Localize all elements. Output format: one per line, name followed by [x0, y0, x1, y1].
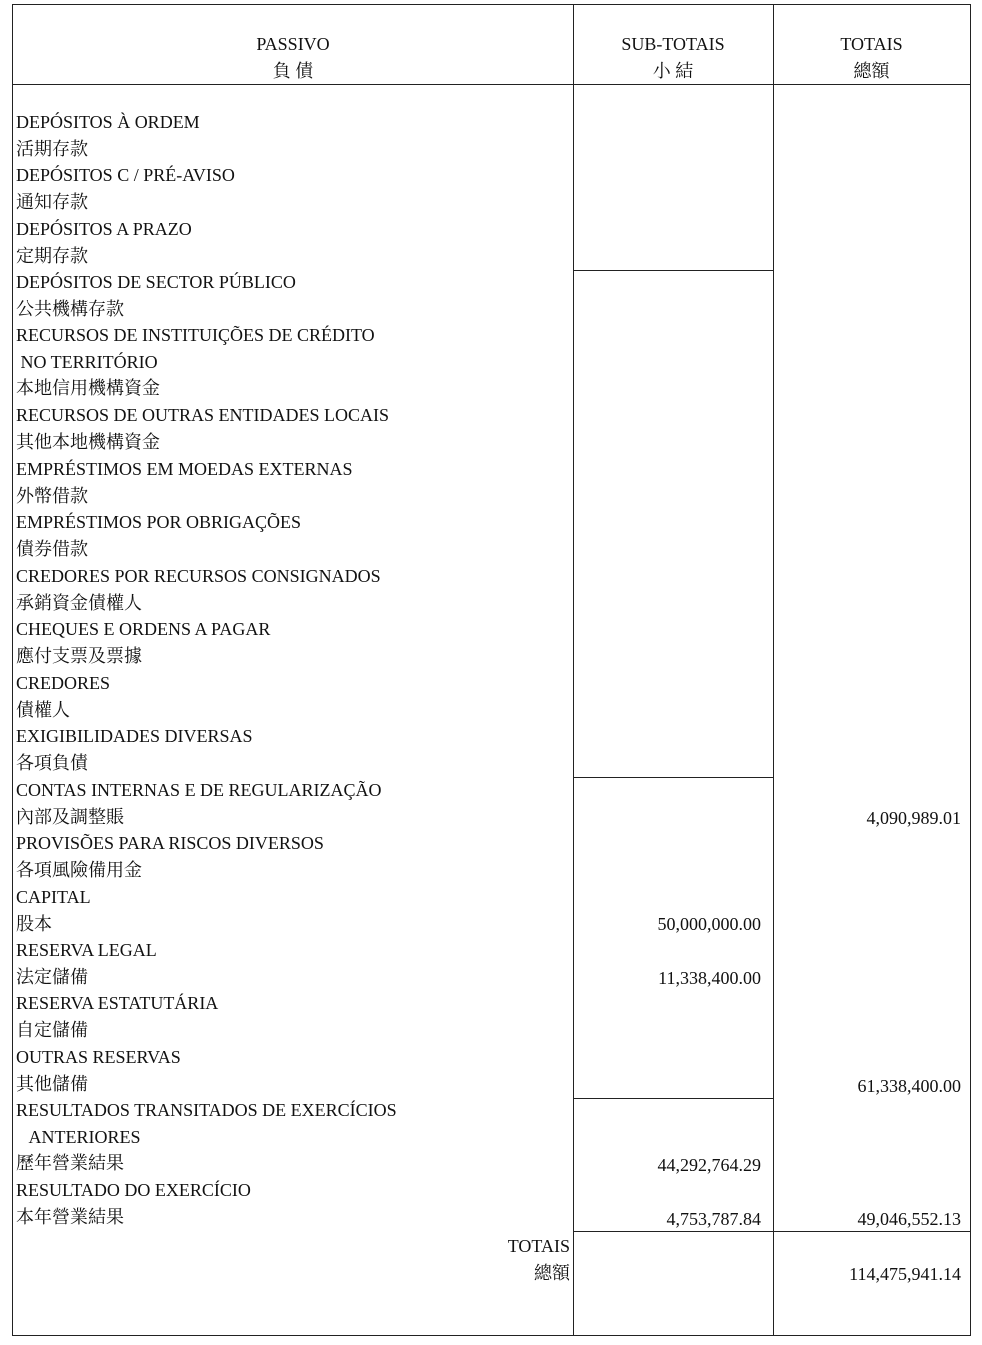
item-label-zh: 其他本地機構資金: [16, 431, 160, 452]
totals-label: [508, 1233, 570, 1286]
reserva-legal-value: 11,338,400.00: [658, 968, 761, 988]
header-totais-zh: 總額: [853, 61, 890, 81]
item-label-zh: 其他儲備: [16, 1073, 88, 1094]
item-label-zh: 公共機構存款: [16, 298, 124, 319]
line-item-credores-recursos-consignados: [16, 563, 381, 616]
item-label-zh: 承銷資金債權人: [16, 592, 142, 613]
total-group-3-value: 49,046,552.13: [857, 1209, 961, 1229]
line-item-credores: [16, 670, 110, 723]
item-label-pt: RECURSOS DE OUTRAS ENTIDADES LOCAIS: [16, 405, 390, 425]
item-label-zh: 各項負債: [16, 752, 88, 773]
item-label-pt: EMPRÉSTIMOS EM MOEDAS EXTERNAS: [16, 459, 353, 479]
item-label-pt-continued: ANTERIORES: [16, 1126, 141, 1147]
line-item-depositos-ordem: [16, 109, 200, 162]
item-label-zh: 各項風險備用金: [16, 859, 142, 880]
column-divider-totais: [773, 5, 774, 1335]
item-label-pt: PROVISÕES PARA RISCOS DIVERSOS: [16, 833, 324, 853]
line-item-reserva-estatutaria: [16, 990, 218, 1043]
item-label-pt: DEPÓSITOS À ORDEM: [16, 112, 200, 132]
item-label-pt: OUTRAS RESERVAS: [16, 1047, 181, 1067]
item-label-zh: 債券借款: [16, 538, 88, 559]
line-item-cheques-ordens: [16, 616, 270, 669]
balance-sheet-liabilities: [12, 4, 971, 1336]
item-label-pt: RESULTADOS TRANSITADOS DE EXERCÍCIOS: [16, 1100, 397, 1120]
total-group-1-value: 4,090,989.01: [866, 808, 961, 828]
item-label-pt: RESERVA LEGAL: [16, 940, 157, 960]
line-item-capital: [16, 884, 91, 937]
line-item-contas-internas: [16, 777, 382, 830]
line-item-resultados-transitados: [16, 1097, 397, 1177]
group-separator-2: [573, 777, 773, 778]
item-label-zh: 法定儲備: [16, 966, 88, 987]
line-item-outras-reservas: [16, 1044, 181, 1097]
header-passivo: [13, 5, 573, 85]
column-divider-subtotais: [573, 5, 574, 1335]
item-label-pt: DEPÓSITOS DE SECTOR PÚBLICO: [16, 272, 296, 292]
line-item-emprestimos-moedas-externas: [16, 456, 353, 509]
header-subtotais-zh: 小 結: [652, 61, 694, 81]
line-item-recursos-outras-entidades: [16, 402, 389, 455]
header-passivo-pt: PASSIVO: [256, 34, 330, 54]
item-label-zh: 股本: [16, 913, 52, 934]
line-item-depositos-prazo: [16, 216, 192, 269]
header-subtotais: [573, 5, 773, 85]
item-label-pt: CREDORES POR RECURSOS CONSIGNADOS: [16, 566, 381, 586]
item-label-pt: RESULTADO DO EXERCÍCIO: [16, 1180, 251, 1200]
item-label-zh: 活期存款: [16, 138, 88, 159]
item-label-pt: CAPITAL: [16, 887, 91, 907]
item-label-pt: RECURSOS DE INSTITUIÇÕES DE CRÉDITO: [16, 325, 375, 345]
totals-label-zh: 總額: [534, 1262, 570, 1283]
header-passivo-zh: 負 債: [272, 61, 314, 81]
line-item-resultado-exercicio: [16, 1177, 251, 1230]
item-label-pt: EXIGIBILIDADES DIVERSAS: [16, 726, 253, 746]
item-label-pt: DEPÓSITOS C / PRÉ-AVISO: [16, 165, 235, 185]
line-item-provisoes: [16, 830, 324, 883]
totals-label-pt: TOTAIS: [507, 1236, 570, 1256]
header-totais-pt: TOTAIS: [840, 34, 903, 54]
item-label-zh: 債權人: [16, 699, 70, 720]
item-label-zh: 歷年營業結果: [16, 1153, 124, 1174]
item-label-pt-continued: NO TERRITÓRIO: [16, 351, 158, 372]
resultado-exercicio-value: 4,753,787.84: [666, 1209, 761, 1229]
item-label-zh: 本地信用機構資金: [16, 378, 160, 399]
line-item-reserva-legal: [16, 937, 157, 990]
item-label-zh: 自定儲備: [16, 1019, 88, 1040]
item-label-pt: EMPRÉSTIMOS POR OBRIGAÇÕES: [16, 512, 302, 532]
group-separator-3: [573, 1098, 773, 1099]
item-label-zh: 內部及調整賬: [16, 806, 124, 827]
item-label-pt: DEPÓSITOS A PRAZO: [16, 219, 192, 239]
line-item-depositos-pre-aviso: [16, 162, 235, 215]
item-label-pt: RESERVA ESTATUTÁRIA: [16, 993, 219, 1013]
resultados-transitados-value: 44,292,764.29: [657, 1155, 761, 1175]
item-label-zh: 本年營業結果: [16, 1206, 124, 1227]
line-item-exigibilidades-diversas: [16, 723, 253, 776]
item-label-zh: 通知存款: [16, 191, 88, 212]
total-group-2-value: 61,338,400.00: [857, 1076, 961, 1096]
item-label-pt: CREDORES: [16, 673, 111, 693]
capital-value: 50,000,000.00: [657, 914, 761, 934]
line-item-depositos-sector-publico: [16, 269, 296, 322]
header-subtotais-pt: SUB-TOTAIS: [621, 34, 725, 54]
grand-total-value: 114,475,941.14: [849, 1264, 961, 1284]
item-label-zh: 外幣借款: [16, 485, 88, 506]
group-separator-1: [573, 270, 773, 271]
header-totais: [773, 5, 970, 85]
line-item-emprestimos-obrigacoes: [16, 509, 301, 562]
line-item-recursos-instituicoes-credito: [16, 322, 375, 402]
item-label-zh: 定期存款: [16, 245, 88, 266]
item-label-pt: CHEQUES E ORDENS A PAGAR: [16, 619, 271, 639]
item-label-zh: 應付支票及票據: [16, 645, 142, 666]
item-label-pt: CONTAS INTERNAS E DE REGULARIZAÇÃO: [16, 780, 382, 800]
